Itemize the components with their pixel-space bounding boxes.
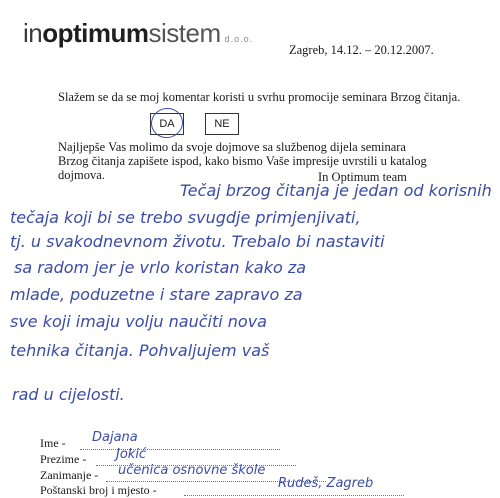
handwritten-line-7: tehnika čitanja. Pohvaljujem vaš <box>10 341 270 360</box>
team-signature: In Optimum team <box>318 170 407 184</box>
handwritten-line-2: tečaja koji bi se trebo svugdje primjenjivati, <box>10 208 361 227</box>
no-checkbox[interactable]: NE <box>205 113 239 135</box>
handwritten-line-5: mlade, poduzetne i stare zapravo za <box>10 285 303 304</box>
logo-part-optimum: optimum <box>42 18 149 48</box>
zanimanje-label: Zanimanje - <box>40 468 99 482</box>
handwritten-line-4: sa radom jer je vrlo koristan kako za <box>14 258 307 277</box>
ime-underline <box>80 449 280 450</box>
postanski-field[interactable]: Rudeš, Zagreb <box>278 476 374 491</box>
prezime-label: Prezime - <box>40 452 87 466</box>
postanski-label: Poštanski broj i mjesto - <box>40 483 157 497</box>
ime-label: Ime - <box>40 436 66 450</box>
yes-circle-mark <box>148 105 186 141</box>
yes-checkbox[interactable]: DA <box>150 113 184 135</box>
zanimanje-field[interactable]: učenica osnovne škole <box>118 463 266 478</box>
logo-part-in: in <box>23 18 43 48</box>
handwritten-line-3: tj. u svakodnevnom životu. Trebalo bi nastaviti <box>10 232 385 251</box>
document-date: Zagreb, 14.12. – 20.12.2007. <box>289 43 434 57</box>
logo-part-sistem: sistem <box>148 18 221 48</box>
prezime-field[interactable]: Jokić <box>116 447 147 462</box>
handwritten-line-6: sve koji imaju volju naučiti nova <box>10 312 267 331</box>
ime-field[interactable]: Dajana <box>92 430 138 445</box>
handwritten-line-8: rad u cijelosti. <box>12 385 125 404</box>
logo-suffix: d.o.o. <box>224 34 254 44</box>
handwritten-line-1: Tečaj brzog čitanja je jedan od korisnih <box>180 181 492 200</box>
feedback-request-text: Najljepše Vas molimo da svoje dojmove sa službenog dijela seminara Brzog čitanja zapišete ispod, kako bismo Vaše impresije uvrstili u katalog dojmova. <box>58 140 427 182</box>
consent-question: Slažem se da se moj komentar koristi u svrhu promocije seminara Brzog čitanja. <box>58 90 461 104</box>
company-logo <box>23 18 253 49</box>
